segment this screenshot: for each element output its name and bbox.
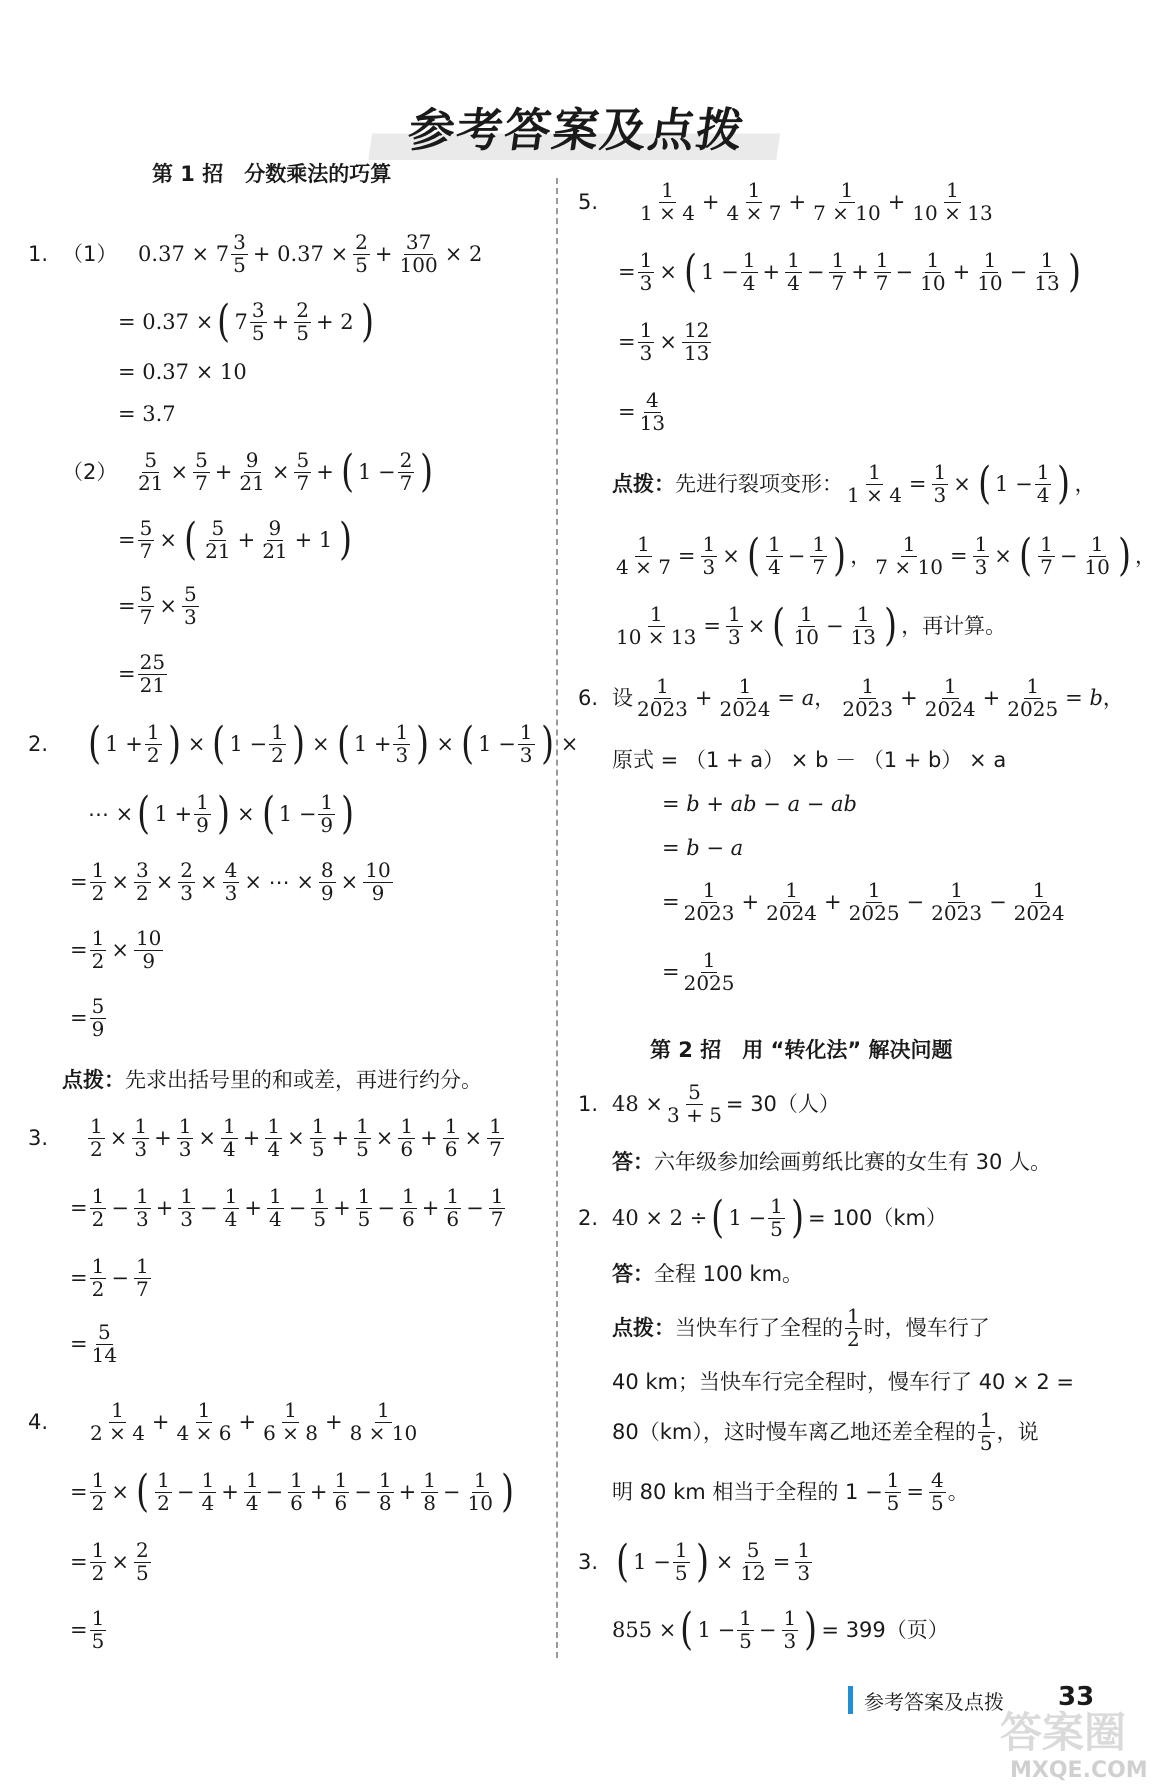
a3-line1: 3. ( 1 − $\frac{1}{5}$ ) × $\frac{5}{12}$ = $\frac{1}{3}$: [578, 1536, 811, 1588]
a1-answer: 答： 六年级参加绘画剪纸比赛的女生有 30 人。: [612, 1150, 1052, 1174]
q3-line3: = $\frac{1}{2}$ − $\frac{1}{7}$: [70, 1254, 149, 1301]
page-title: [0, 94, 1153, 160]
a2-hint-line2: 40 km；当快车行完全程时，慢车行了 40 × 2 =: [612, 1370, 1074, 1394]
a1-line1: 1. 48 × $\frac{5}{3 + 5}$ = 30（人）: [578, 1080, 840, 1127]
q6-line1: 6. 设 $\frac{1}{2023}$ + $\frac{1}{2024}$ = a， $\frac{1}{2023}$ + $\frac{1}{2024}$ + $\frac{1}{2025}$ = b，: [578, 674, 1124, 721]
q1-2-line2: = $\frac{5}{7}$ × ( $\frac{5}{21}$ + $\frac{9}{21}$ + 1 ): [118, 514, 353, 566]
q4-line3: = $\frac{1}{2}$ × $\frac{2}{5}$: [70, 1538, 149, 1585]
q5-hint-line2: $\frac{1}{4 \times 7}$ = $\frac{1}{3}$ × ( $\frac{1}{4}$ − $\frac{1}{7}$ ) ， $\frac{1}{7 \times 10}$ = $\frac{1}{3}$ × ( $\frac{1}{7}$ − $\frac{1}{10}$ ) ，: [616, 530, 1156, 582]
expr: 0.37 × 7: [138, 241, 230, 266]
q5-line2: = $\frac{1}{3}$ × ( 1 − $\frac{1}{4}$ + $\frac{1}{4}$ − $\frac{1}{7}$ + $\frac{1}{7}$ − $\frac{1}{10}$ + $\frac{1}{10}$ − $\frac{1}{13}$ ): [618, 246, 1081, 298]
q3-line2: = $\frac{1}{2}$ − $\frac{1}{3}$ + $\frac{1}{3}$ − $\frac{1}{4}$ + $\frac{1}{4}$ − $\frac{1}{5}$ + $\frac{1}{5}$ − $\frac{1}{6}$ + $\frac{1}{6}$ − $\frac{1}{7}$: [70, 1184, 504, 1231]
q3-line1: 3. $\frac{1}{2}$ × $\frac{1}{3}$ + $\frac{1}{3}$ × $\frac{1}{4}$ + $\frac{1}{4}$ × $\frac{1}{5}$ + $\frac{1}{5}$ × $\frac{1}{6}$ + $\frac{1}{6}$ × $\frac{1}{7}$: [28, 1114, 502, 1161]
hint-label: 点拨：: [612, 471, 675, 496]
section-heading-1: 第 1 招 分数乘法的巧算: [152, 162, 392, 186]
a2-hint-line1: 点拨： 当快车行了全程的 $\frac{1}{2}$ 时，慢车行了: [612, 1304, 990, 1351]
q5-number: 5.: [578, 189, 599, 214]
column-divider: [556, 178, 558, 1658]
q1-2-line4: = $\frac{25}{21}$: [118, 650, 166, 697]
q5-line3: = $\frac{1}{3}$ × $\frac{12}{13}$: [618, 318, 710, 365]
a2-hint-line4: 明 80 km 相当于全程的 1 − $\frac{1}{5}$ = $\frac{4}{5}$ 。: [612, 1468, 969, 1515]
q4-line2: = $\frac{1}{2}$ × ( $\frac{1}{2}$ − $\frac{1}{4}$ + $\frac{1}{4}$ − $\frac{1}{6}$ + $\frac{1}{6}$ − $\frac{1}{8}$ + $\frac{1}{8}$ − $\frac{1}{10}$ ): [70, 1466, 515, 1518]
q1-part2-label: （2）: [62, 459, 118, 484]
q1-1-line3: = 0.37 × 10: [118, 360, 247, 384]
q4-line4: = $\frac{1}{5}$: [70, 1606, 105, 1653]
q1-1-line4: = 3.7: [118, 402, 176, 426]
a2-hint-line3: 80（km），这时慢车离乙地还差全程的 $\frac{1}{5}$ ，说: [612, 1408, 1039, 1455]
q2-line5: = $\frac{5}{9}$: [70, 994, 105, 1041]
q6-line3: = b + ab − a − ab: [662, 792, 857, 816]
q5-line4: = $\frac{4}{13}$: [618, 388, 666, 435]
q1-2-line1: （2） $\frac{5}{21}$ × $\frac{5}{7}$ + $\frac{9}{21}$ × $\frac{5}{7}$ + ( 1 − $\frac{2}{7}$ ): [62, 446, 434, 498]
q3-number: 3.: [28, 1125, 49, 1150]
hint-text: 先求出括号里的和或差，再进行约分。: [125, 1068, 482, 1092]
q4-number: 4.: [28, 1409, 49, 1434]
q6-line4: = b − a: [662, 836, 744, 860]
q6-number: 6.: [578, 685, 599, 710]
fraction: $\frac{37}{100}$: [399, 230, 438, 277]
q2-line4: = $\frac{1}{2}$ × $\frac{10}{9}$: [70, 926, 162, 973]
q1-number: 1.: [28, 241, 49, 266]
footer-accent-bar: [848, 1686, 853, 1714]
q5-line1: 5. $\frac{1}{1 \times 4}$ + $\frac{1}{4 \times 7}$ + $\frac{1}{7 \times 10}$ + $\frac{1}{10 \times 13}$: [578, 178, 993, 225]
q2-line1: 2. ( 1 + $\frac{1}{2}$ ) × ( 1 − $\frac{1}{2}$ ) × ( 1 + $\frac{1}{3}$ ) × ( 1 − $\frac{1}{3}$ ) ×: [28, 718, 579, 770]
q6-line2: 原式 = （1 + a） × b － （1 + b） × a: [612, 748, 1007, 772]
q4-line1: 4. $\frac{1}{2 \times 4}$ + $\frac{1}{4 \times 6}$ + $\frac{1}{6 \times 8}$ + $\frac{1}{8 \times 10}$: [28, 1398, 418, 1445]
a2-line1: 2. 40 × 2 ÷ ( 1 − $\frac{1}{5}$ ) = 100（km）: [578, 1192, 948, 1244]
q5-hint-line1: 点拨： 先进行裂项变形： $\frac{1}{1 \times 4}$ = $\frac{1}{3}$ × ( 1 − $\frac{1}{4}$ ) ，: [612, 458, 1096, 510]
hint-label: 点拨：: [62, 1068, 125, 1092]
q1-1-line2: = 0.37 × ( 7 $\frac{3}{5}$ + $\frac{2}{5}$ + 2 ): [118, 296, 374, 348]
q1-part1-label: （1）: [62, 241, 118, 266]
watermark-logo: 答案圈: [1000, 1708, 1127, 1757]
q2-hint: [62, 1068, 482, 1093]
watermark-url: MXQE.COM: [1010, 1758, 1148, 1783]
q2-line3: = $\frac{1}{2}$ × $\frac{3}{2}$ × $\frac{2}{3}$ × $\frac{4}{3}$ × ⋯ × $\frac{8}{9}$ × $\frac{10}{9}$: [70, 858, 391, 905]
q2-line2: ⋯ × ( 1 + $\frac{1}{9}$ ) × ( 1 − $\frac{1}{9}$ ): [88, 788, 355, 840]
footer-label: 参考答案及点拨: [864, 1690, 1004, 1714]
q1-2-line3: = $\frac{5}{7}$ × $\frac{5}{3}$: [118, 582, 197, 629]
q5-hint-line3: $\frac{1}{10 \times 13}$ = $\frac{1}{3}$ × ( $\frac{1}{10}$ − $\frac{1}{13}$ ) ， 再计算。: [616, 600, 1007, 652]
q6-line5: = $\frac{1}{2023}$ + $\frac{1}{2024}$ + $\frac{1}{2025}$ − $\frac{1}{2023}$ − $\frac{1}{2024}$: [662, 878, 1065, 925]
fraction: $\frac{3}{5}$: [233, 230, 246, 277]
page-title-text: 参考答案及点拨: [368, 94, 785, 160]
q6-line6: = $\frac{1}{2025}$: [662, 948, 735, 995]
q1-1-line1: 1. （1） 0.37 × 7 $\frac{3}{5}$ + 0.37 × $\frac{2}{5}$ + $\frac{37}{100}$ × 2: [28, 230, 483, 277]
fraction: $\frac{2}{5}$: [355, 230, 368, 277]
a2-answer: 答： 全程 100 km。: [612, 1262, 804, 1286]
q2-number: 2.: [28, 731, 49, 756]
section-heading-2: 第 2 招 用 “转化法” 解决问题: [650, 1038, 953, 1062]
q3-line4: = $\frac{5}{14}$: [70, 1320, 118, 1367]
a3-line2: 855 × ( 1 − $\frac{1}{5}$ − $\frac{1}{3}$ ) = 399（页）: [612, 1604, 949, 1656]
page-number: 33: [1058, 1682, 1095, 1712]
